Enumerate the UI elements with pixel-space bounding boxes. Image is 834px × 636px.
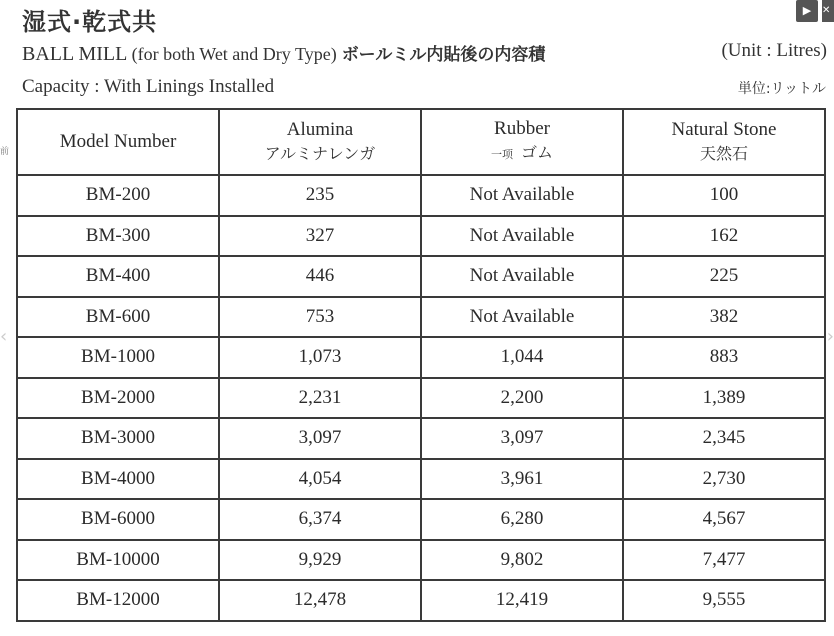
header-model-number — [17, 109, 219, 175]
cell-alumina: 6,374 — [219, 499, 421, 540]
cell-rubber: Not Available — [421, 297, 623, 338]
cell-rubber: 12,419 — [421, 580, 623, 621]
cell-natural-stone: 382 — [623, 297, 825, 338]
header-alumina — [219, 109, 421, 175]
cell-alumina: 327 — [219, 216, 421, 257]
header-natural-stone-jp: 天然石 — [699, 144, 748, 163]
cell-model: BM-300 — [17, 216, 219, 257]
header-rubber-jp: ゴム — [520, 143, 553, 162]
cell-model: BM-12000 — [17, 580, 219, 621]
cell-model: BM-6000 — [17, 499, 219, 540]
header-natural-stone — [623, 109, 825, 175]
cell-natural-stone: 9,555 — [623, 580, 825, 621]
cell-alumina: 4,054 — [219, 459, 421, 500]
cell-natural-stone: 100 — [623, 175, 825, 216]
cell-rubber: 6,280 — [421, 499, 623, 540]
header-alumina-en: Alumina — [286, 119, 354, 140]
cell-rubber: Not Available — [421, 216, 623, 257]
cell-alumina: 446 — [219, 256, 421, 297]
unit-label: (Unit : Litres) — [721, 40, 827, 61]
cell-alumina: 12,478 — [219, 580, 421, 621]
cell-rubber: Not Available — [421, 175, 623, 216]
cell-alumina: 235 — [219, 175, 421, 216]
header-rubber — [421, 109, 623, 175]
subtitle-jp: ボールミル内貼後の内容積 — [341, 45, 546, 65]
table-row — [17, 337, 825, 378]
table-row — [17, 256, 825, 297]
cell-natural-stone: 2,345 — [623, 418, 825, 459]
side-mark: 前 — [0, 147, 10, 157]
cell-natural-stone: 225 — [623, 256, 825, 297]
cell-model: BM-4000 — [17, 459, 219, 500]
header-rubber-en: Rubber — [494, 118, 550, 139]
table-row — [17, 540, 825, 581]
subtitle-en-main: BALL MILL — [22, 43, 127, 65]
header-rubber-note: 一项 — [490, 148, 513, 161]
header-natural-stone-en: Natural Stone — [671, 119, 777, 140]
cell-rubber: 3,961 — [421, 459, 623, 500]
table-row — [17, 580, 825, 621]
cell-natural-stone: 1,389 — [623, 378, 825, 419]
cell-natural-stone: 162 — [623, 216, 825, 257]
subtitle — [22, 40, 827, 66]
cell-natural-stone: 883 — [623, 337, 825, 378]
cell-model: BM-2000 — [17, 378, 219, 419]
next-chevron-icon[interactable]: › — [826, 326, 834, 347]
cell-model: BM-1000 — [17, 337, 219, 378]
header-rubber-jp-line — [422, 141, 622, 167]
prev-chevron-icon[interactable]: ‹ — [0, 326, 8, 347]
cell-model: BM-3000 — [17, 418, 219, 459]
next-arrow-icon[interactable]: ▶ — [796, 0, 818, 22]
cell-rubber: 9,802 — [421, 540, 623, 581]
page-heading: 湿式·乾式共 — [22, 8, 158, 36]
cell-alumina: 753 — [219, 297, 421, 338]
table-row — [17, 175, 825, 216]
cell-alumina: 2,231 — [219, 378, 421, 419]
header-model-number-en: Model Number — [59, 131, 177, 152]
cell-rubber: 3,097 — [421, 418, 623, 459]
capacity-note: Capacity : With Linings Installed — [22, 76, 275, 97]
cell-rubber: Not Available — [421, 256, 623, 297]
cell-model: BM-400 — [17, 256, 219, 297]
cell-natural-stone: 7,477 — [623, 540, 825, 581]
cell-model: BM-600 — [17, 297, 219, 338]
table-row — [17, 297, 825, 338]
cell-natural-stone: 4,567 — [623, 499, 825, 540]
table-header-row — [17, 109, 825, 175]
cell-rubber: 2,200 — [421, 378, 623, 419]
table-row — [17, 459, 825, 500]
capacity-table — [16, 108, 826, 622]
table-row — [17, 499, 825, 540]
cell-alumina: 9,929 — [219, 540, 421, 581]
close-icon[interactable]: ✕ — [822, 0, 834, 22]
cell-model: BM-10000 — [17, 540, 219, 581]
header-alumina-jp: アルミナレンガ — [264, 144, 376, 163]
table-row — [17, 216, 825, 257]
table-row — [17, 418, 825, 459]
cell-rubber: 1,044 — [421, 337, 623, 378]
cell-alumina: 1,073 — [219, 337, 421, 378]
unit-label-jp: 単位:リットル — [737, 81, 826, 97]
cell-model: BM-200 — [17, 175, 219, 216]
cell-natural-stone: 2,730 — [623, 459, 825, 500]
cell-alumina: 3,097 — [219, 418, 421, 459]
table-row — [17, 378, 825, 419]
subtitle-en-paren: (for both Wet and Dry Type) — [131, 44, 337, 64]
